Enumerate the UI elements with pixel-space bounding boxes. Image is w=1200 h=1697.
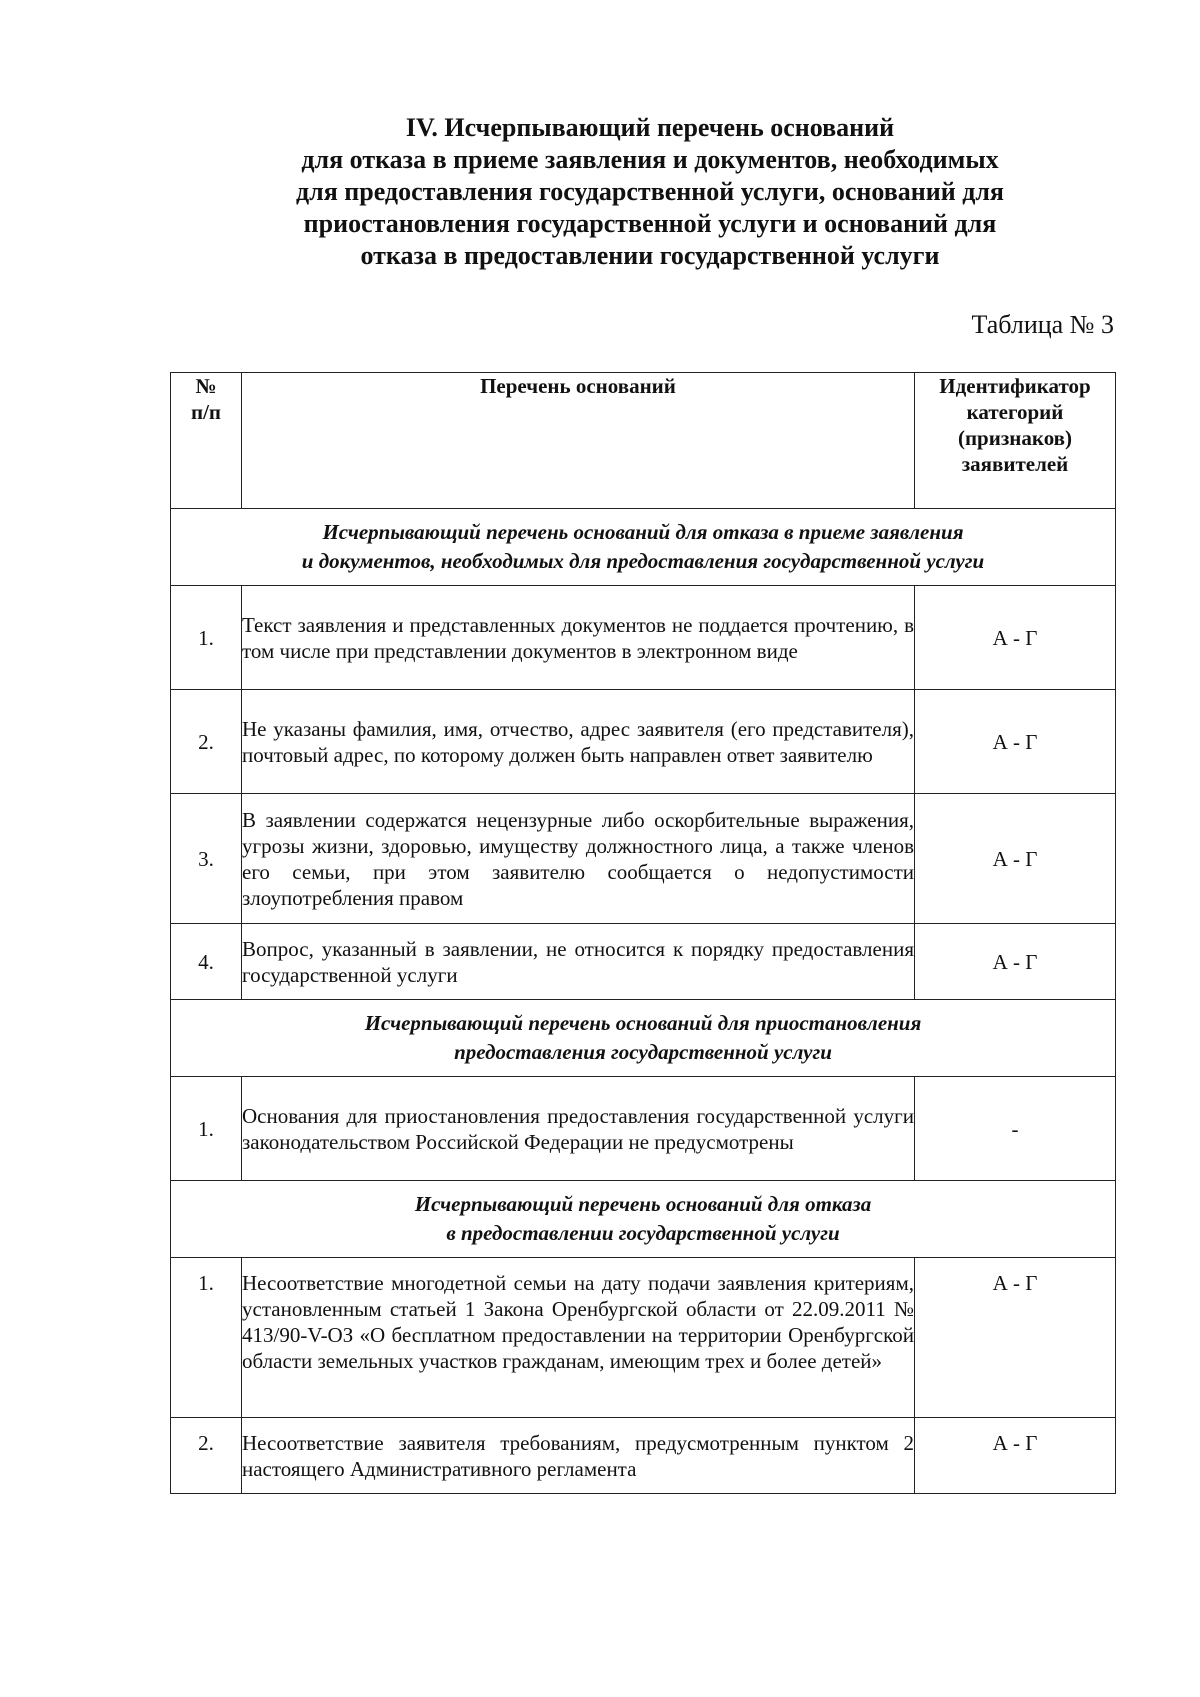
section-heading [170,112,1130,272]
header-number-line1: № [195,374,217,398]
section-title-line: и документов, необходимых для предоставления государственной услуги [301,549,985,573]
header-number-line2: п/п [190,400,222,424]
table-row [171,586,1116,690]
row-category: А - Г [915,586,1116,690]
table-header-row [171,373,1116,509]
header-number [171,373,242,509]
heading-line: отказа в предоставлении государственной услуги [360,241,940,270]
row-category: А - Г [915,794,1116,924]
grounds-table [170,372,1116,1494]
row-text: Вопрос, указанный в заявлении, не относится к порядку предоставления государственной услуги [242,924,915,1000]
row-number: 1. [171,586,242,690]
heading-line: для отказа в приеме заявления и документов, необходимых [301,145,999,174]
row-text: Основания для приостановления предоставления государственной услуги законодательством Российской Федерации не предусмотрены [242,1077,915,1181]
section-title-line: Исчерпывающий перечень оснований для отказа [414,1192,872,1216]
section-title [171,1181,1116,1258]
section-title-line: Исчерпывающий перечень оснований для приостановления [364,1011,922,1035]
table-row [171,1258,1116,1418]
row-category: - [915,1077,1116,1181]
section-row [171,1181,1116,1258]
header-id-line: Идентификатор [939,374,1091,398]
row-text: Несоответствие заявителя требованиям, предусмотренным пунктом 2 настоящего Административного регламента [242,1418,915,1494]
section-title-line: в предоставлении государственной услуги [446,1221,840,1245]
row-category: А - Г [915,1258,1116,1418]
table-caption: Таблица № 3 [971,310,1114,339]
heading-line: IV. Исчерпывающий перечень оснований [405,113,895,142]
row-category: А - Г [915,1418,1116,1494]
row-text: В заявлении содержатся нецензурные либо оскорбительные выражения, угрозы жизни, здоровью, имуществу должностного лица, а также членов его семьи, при этом заявителю сообщается о недопустимости злоупотребления правом [242,794,915,924]
section-title [171,509,1116,586]
table-row [171,690,1116,794]
section-title-line: предоставления государственной услуги [454,1040,832,1064]
row-number: 1. [171,1077,242,1181]
heading-line: приостановления государственной услуги и оснований для [303,209,997,238]
header-category-id [915,373,1116,509]
section-row [171,509,1116,586]
row-number: 3. [171,794,242,924]
row-number: 1. [171,1258,242,1418]
row-number: 2. [171,1418,242,1494]
row-text: Текст заявления и представленных документов не поддается прочтению, в том числе при представлении документов в электронном виде [242,586,915,690]
row-text: Не указаны фамилия, имя, отчество, адрес заявителя (его представителя), почтовый адрес, по которому должен быть направлен ответ заявителю [242,690,915,794]
table-row [171,924,1116,1000]
table-row [171,794,1116,924]
row-number: 2. [171,690,242,794]
header-id-line: заявителей [961,452,1069,476]
header-id-line: категорий [966,400,1064,424]
section-title [171,1000,1116,1077]
section-title-line: Исчерпывающий перечень оснований для отказа в приеме заявления [322,520,964,544]
row-category: А - Г [915,690,1116,794]
row-category: А - Г [915,924,1116,1000]
row-number: 4. [171,924,242,1000]
table-row [171,1077,1116,1181]
row-text: Несоответствие многодетной семьи на дату подачи заявления критериям, установленным статьей 1 Закона Оренбургской области от 22.09.2011 № 413/90-V-ОЗ «О бесплатном предоставлении на территории Оренбургской области земельных участков гражданам, имеющим трех и более детей» [242,1258,915,1418]
table-row [171,1418,1116,1494]
header-id-line: (признаков) [957,426,1073,450]
section-row [171,1000,1116,1077]
header-grounds-list: Перечень оснований [242,373,915,509]
heading-line: для предоставления государственной услуги, оснований для [295,177,1005,206]
